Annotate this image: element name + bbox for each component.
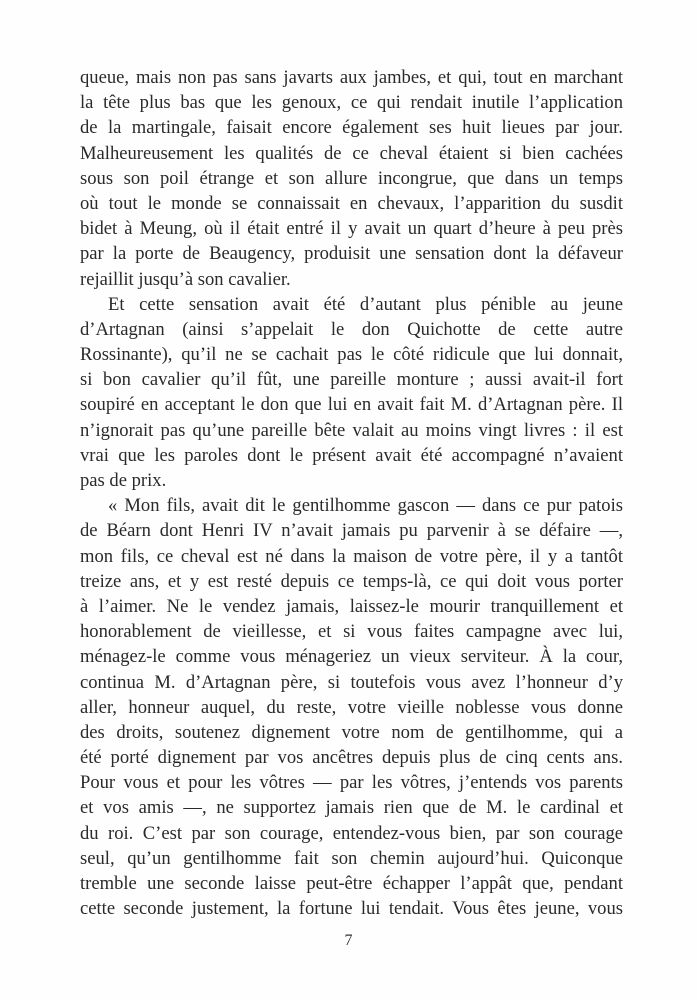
text-line: du roi. C’est par son courage, entendez-vous bien, par son courage xyxy=(80,822,623,844)
text-line: des droits, soutenez dignement votre nom de gentilhomme, qui a xyxy=(80,721,623,743)
paragraph xyxy=(80,292,623,494)
text-line: la tête plus bas que les genoux, ce qui rendait inutile l’application xyxy=(80,92,623,114)
text-line: sous son poil étrange et son allure incongrue, que dans un temps xyxy=(80,167,623,189)
text-line: mon fils, ce cheval est né dans la maison de votre père, il y a tantôt xyxy=(80,545,623,567)
text-line: aller, honneur auquel, du reste, votre vieille noblesse vous donne xyxy=(80,696,623,718)
text-line: tremble une seconde laisse peut-être échapper l’appât que, pendant xyxy=(80,873,623,894)
text-line: pas de prix. xyxy=(80,470,167,491)
text-line: treize ans, et y est resté depuis ce temps-là, ce qui doit vous porter xyxy=(80,570,623,592)
text-line: Et cette sensation avait été d’autant plus pénible au jeune xyxy=(108,293,623,315)
page-number: 7 xyxy=(344,932,353,949)
text-line: où tout le monde se connaissait en chevaux, l’apparition du susdit xyxy=(80,192,623,214)
text-line: de Béarn dont Henri IV n’avait jamais pu parvenir à se défaire —, xyxy=(80,520,623,542)
text-line: « Mon fils, avait dit le gentilhomme gascon — dans ce pur patois xyxy=(108,495,623,517)
text-line: si bon cavalier qu’il fût, une pareille monture ; aussi avait-il fort xyxy=(80,369,623,391)
text-line: Pour vous et pour les vôtres — par les vôtres, j’entends vos parents xyxy=(80,772,623,794)
text-line: bidet à Meung, où il était entré il y avait un quart d’heure à peu près xyxy=(80,218,623,240)
text-line: Malheureusement les qualités de ce cheval étaient si bien cachées xyxy=(80,142,623,164)
text-line: et vos amis —, ne supportez jamais rien que de M. le cardinal et xyxy=(80,797,623,819)
text-line: seul, qu’un gentilhomme fait son chemin aujourd’hui. Quiconque xyxy=(80,847,623,869)
text-line: été porté dignement par vos ancêtres depuis plus de cinq cents ans. xyxy=(80,747,623,769)
text-line: de la martingale, faisait encore également ses huit lieues par jour. xyxy=(80,117,623,139)
text-line: vrai que les paroles dont le présent avait été accompagné n’avaient xyxy=(80,444,623,466)
text-line: queue, mais non pas sans javarts aux jambes, et qui, tout en marchant xyxy=(80,67,623,88)
text-line: Rossinante), qu’il ne se cachait pas le côté ridicule que lui donnait, xyxy=(80,344,623,366)
text-line: rejaillit jusqu’à son cavalier. xyxy=(80,268,291,290)
text-line: honorablement de vieillesse, et si vous faites campagne avec lui, xyxy=(80,621,623,643)
text-line: cette seconde justement, la fortune lui tendait. Vous êtes jeune, vous xyxy=(80,898,623,920)
paragraph xyxy=(80,493,623,921)
paragraph xyxy=(80,65,623,292)
text-line: soupiré en acceptant le don que lui en avait fait M. d’Artagnan père. Il xyxy=(80,394,623,416)
text-line: continua M. d’Artagnan père, si toutefois vous avez l’honneur d’y xyxy=(80,671,623,693)
text-line: d’Artagnan (ainsi s’appelait le don Quichotte de cette autre xyxy=(80,318,623,340)
text-line: n’ignorait pas qu’une pareille bête valait au moins vingt livres : il est xyxy=(80,419,623,441)
text-line: à l’aimer. Ne le vendez jamais, laissez-le mourir tranquillement et xyxy=(80,595,623,617)
text-line: ménagez-le comme vous ménageriez un vieux serviteur. À la cour, xyxy=(80,646,623,668)
text-line: par la porte de Beaugency, produisit une sensation dont la défaveur xyxy=(80,243,623,265)
body-text xyxy=(80,65,623,921)
